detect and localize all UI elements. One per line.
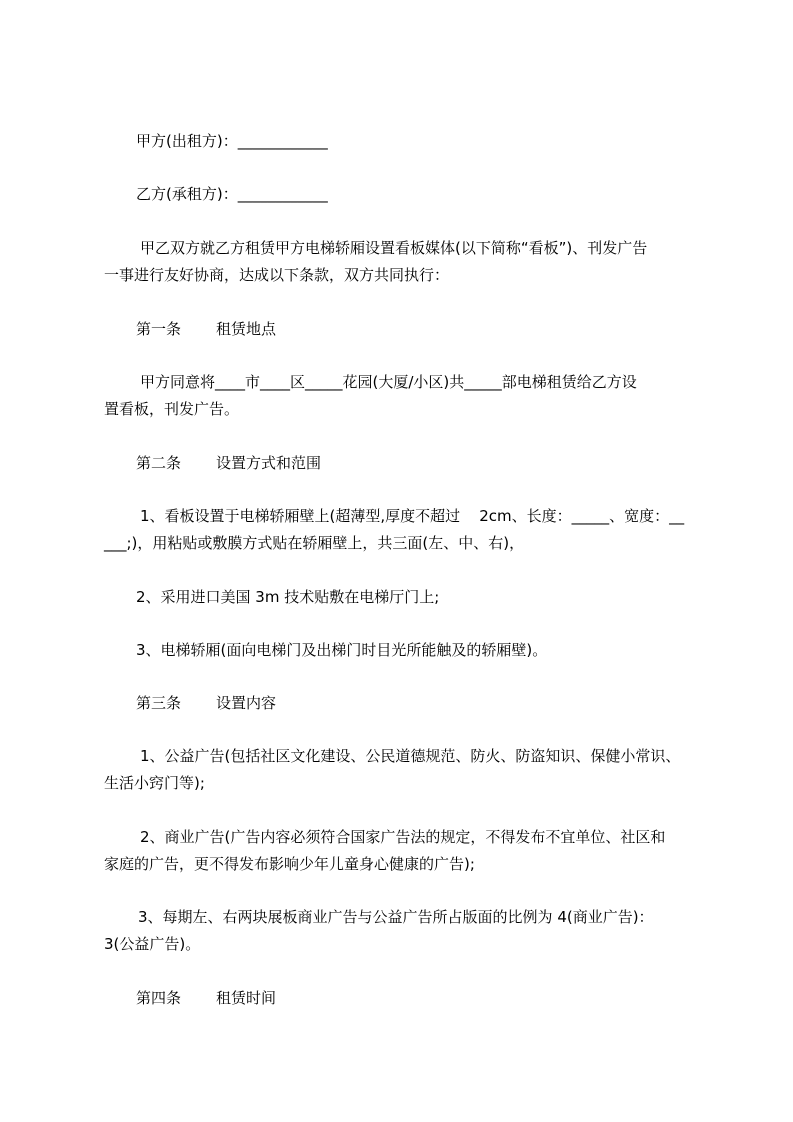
article-title: 租赁时间 — [216, 989, 277, 1007]
intro-paragraph-line-1: 甲乙双方就乙方租赁甲方电梯轿厢设置看板媒体(以下简称“看板”)、刊发广告 — [140, 239, 648, 257]
intro-paragraph-line-2: 一事进行友好协商，达成以下条款，双方共同执行： — [104, 266, 450, 284]
article-title: 租赁地点 — [216, 320, 277, 338]
article-3-item-2-line-1: 2、商业广告(广告内容必须符合国家广告法的规定，不得发布不宜单位、社区和 — [140, 828, 666, 846]
article-number: 第三条 — [136, 694, 182, 712]
article-1-paragraph-line-2: 置看板，刊发广告。 — [104, 400, 240, 418]
article-2-item-1-line-1: 1、看板设置于电梯轿厢壁上(超薄型,厚度不超过 2cm、长度：_____、宽度：__ — [140, 507, 685, 525]
article-3-item-2-line-2: 家庭的广告，更不得发布影响少年儿童身心健康的广告); — [104, 855, 475, 873]
party-b-line: 乙方(承租方)：____________ — [136, 185, 328, 203]
article-3-item-3-line-1: 3、每期左、右两块展板商业广告与公益广告所占版面的比例为 4(商业广告)： — [138, 908, 654, 926]
article-2-item-3: 3、电梯轿厢(面向电梯门及出梯门时目光所能触及的轿厢壁)。 — [136, 641, 548, 659]
article-number: 第二条 — [136, 454, 182, 472]
article-2-item-1-line-2: ___;)，用粘贴或敷膜方式贴在轿厢壁上，共三面(左、中、右)， — [104, 534, 525, 552]
article-title: 设置内容 — [216, 694, 277, 712]
party-a-line: 甲方(出租方)：____________ — [136, 132, 328, 150]
article-3-item-3-line-2: 3(公益广告)。 — [104, 935, 201, 953]
article-2-item-2: 2、采用进口美国 3m 技术贴敷在电梯厅门上; — [136, 588, 440, 606]
article-3-item-1-line-1: 1、公益广告(包括社区文化建设、公民道德规范、防火、防盗知识、保健小常识、 — [140, 747, 681, 765]
article-3-item-1-line-2: 生活小窍门等); — [104, 774, 205, 792]
article-title: 设置方式和范围 — [216, 454, 322, 472]
article-1-paragraph-line-1: 甲方同意将____市____区_____花园(大厦/小区)共_____部电梯租赁给乙方设 — [140, 373, 637, 391]
article-number: 第一条 — [136, 320, 182, 338]
article-number: 第四条 — [136, 989, 182, 1007]
